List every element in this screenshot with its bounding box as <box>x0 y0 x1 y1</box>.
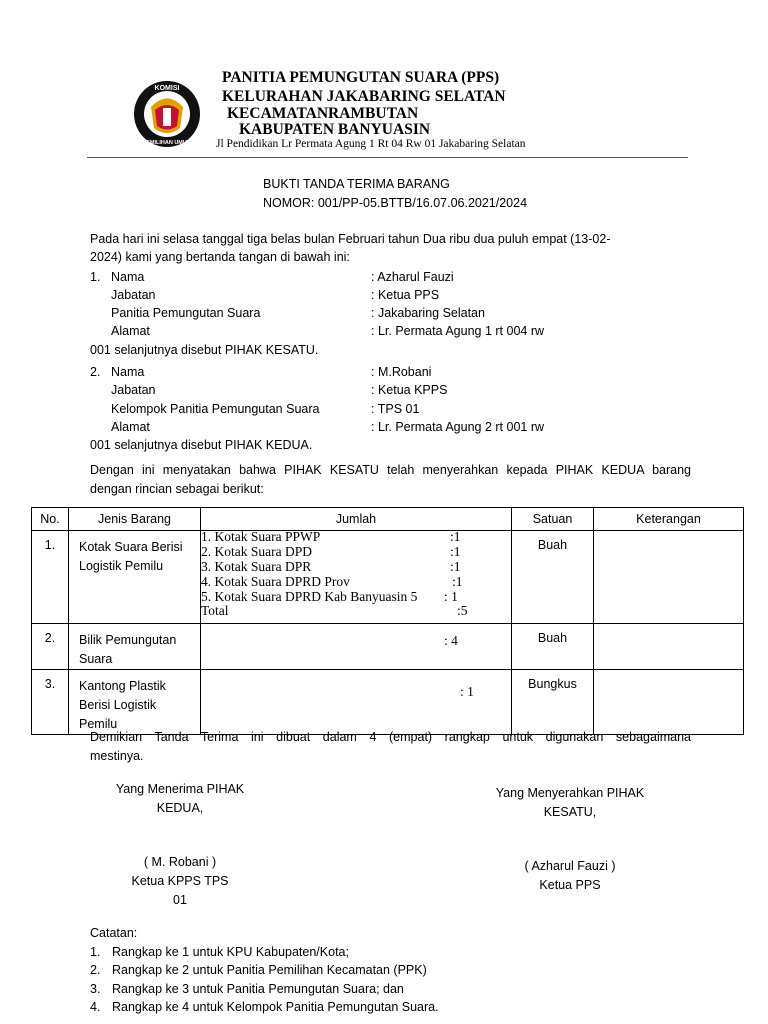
quantity-total-value: :5 <box>457 603 468 618</box>
note-number: 1. <box>90 945 101 959</box>
party-1-label: Alamat <box>111 324 150 338</box>
items-table <box>31 507 744 735</box>
party-1-value: : Ketua PPS <box>371 288 440 302</box>
party-2-tail: 001 selanjutnya disebut PIHAK KEDUA. <box>90 438 313 452</box>
quantity-item-name: 2. Kotak Suara DPD <box>201 544 312 559</box>
party-1-label: Jabatan <box>111 288 156 302</box>
row-remarks <box>594 670 744 735</box>
quantity-item-value: :1 <box>450 559 461 574</box>
quantity-item-value: : 1 <box>444 589 458 604</box>
header-line-2: KELURAHAN JAKABARING SELATAN <box>222 88 506 105</box>
item-name-line: Kantong Plastik <box>79 679 166 693</box>
quantity-item-name: 3. Kotak Suara DPR <box>201 559 312 574</box>
party-2-value: : M.Robani <box>371 365 432 379</box>
party-1-value: : Jakabaring Selatan <box>371 306 485 320</box>
signature-left-name: ( M. Robani ) <box>143 855 217 869</box>
note-text: Rangkap ke 4 untuk Kelompok Panitia Pemungutan Suara. <box>112 1000 439 1014</box>
party-1-value: : Lr. Permata Agung 1 rt 004 rw <box>371 324 545 338</box>
note-number: 2. <box>90 963 101 977</box>
row-unit: Buah <box>512 531 594 624</box>
note-number: 4. <box>90 1000 101 1014</box>
note-number: 3. <box>90 982 101 996</box>
party-1-number: 1. <box>90 270 101 284</box>
table-row <box>32 670 744 735</box>
party-2-label: Nama <box>111 365 145 379</box>
signature-right-role: Yang Menyerahkan PIHAK <box>495 786 645 800</box>
table-row <box>32 624 744 670</box>
table-header-row <box>32 508 744 531</box>
quantity-item-name: 5. Kotak Suara DPRD Kab Banyuasin 5 <box>201 589 418 604</box>
col-header-satuan: Satuan <box>512 508 594 531</box>
party-1-label: Nama <box>111 270 145 284</box>
signature-right-title: Ketua PPS <box>539 878 601 892</box>
signature-left-title: Ketua KPPS TPS <box>131 874 229 888</box>
item-name-line: Kotak Suara Berisi <box>79 540 183 554</box>
signature-right-role-2: KESATU, <box>543 805 597 819</box>
row-remarks <box>594 531 744 624</box>
quantity-item-value: :1 <box>450 529 461 544</box>
row-item-name <box>69 624 201 670</box>
doc-title: BUKTI TANDA TERIMA BARANG <box>263 177 450 191</box>
row-number: 3. <box>32 670 69 735</box>
logo-text-top: KOMISI <box>154 85 180 92</box>
signature-left-role: Yang Menerima PIHAK <box>115 782 245 796</box>
note-text: Rangkap ke 1 untuk KPU Kabupaten/Kota; <box>112 945 349 959</box>
party-2-value: : Ketua KPPS <box>371 383 448 397</box>
item-name-line: Bilik Pemungutan <box>79 633 177 647</box>
quantity-item-value: :1 <box>452 574 463 589</box>
party-1-tail: 001 selanjutnya disebut PIHAK KESATU. <box>90 343 319 357</box>
col-header-jumlah: Jumlah <box>201 508 512 531</box>
party-2-number: 2. <box>90 365 101 379</box>
row-quantity <box>201 670 512 735</box>
quantity-item-name: 1. Kotak Suara PPWP <box>201 529 321 544</box>
quantity-item-value: :1 <box>450 544 461 559</box>
row-item-name <box>69 670 201 735</box>
party-1-label: Panitia Pemungutan Suara <box>111 306 261 320</box>
row-number: 1. <box>32 531 69 624</box>
col-header-jenis: Jenis Barang <box>69 508 201 531</box>
item-name-line: Suara <box>79 652 113 666</box>
closing-line-2: mestinya. <box>90 749 144 763</box>
statement-line-1: Dengan ini menyatakan bahwa PIHAK KESATU telah menyerahkan kepada PIHAK KEDUA barang <box>90 463 691 477</box>
quantity-value: : 1 <box>460 684 474 699</box>
table-row <box>32 531 744 624</box>
row-item-name <box>69 531 201 624</box>
row-unit: Buah <box>512 624 594 670</box>
row-quantity-list <box>201 531 512 624</box>
intro-line-2: 2024) kami yang bertanda tangan di bawah ini: <box>90 250 350 264</box>
row-remarks <box>594 624 744 670</box>
notes-heading: Catatan: <box>90 926 138 940</box>
item-name-line: Logistik Pemilu <box>79 559 164 573</box>
note-text: Rangkap ke 3 untuk Panitia Pemungutan Suara; dan <box>112 982 404 996</box>
party-2-value: : TPS 01 <box>371 402 420 416</box>
party-2-label: Kelompok Panitia Pemungutan Suara <box>111 402 320 416</box>
intro-line-1: Pada hari ini selasa tanggal tiga belas bulan Februari tahun Dua ribu dua puluh empat (13-02- <box>90 232 611 246</box>
kpu-logo <box>133 80 201 148</box>
header-divider <box>87 157 688 158</box>
header-address: Jl Pendidikan Lr Permata Agung 1 Rt 04 Rw 01 Jakabaring Selatan <box>216 138 526 150</box>
signature-left-title-2: 01 <box>173 893 187 907</box>
party-2-value: : Lr. Permata Agung 2 rt 001 rw <box>371 420 545 434</box>
logo-text-bottom: PEMILIHAN UMUM <box>142 140 192 146</box>
col-header-keterangan: Keterangan <box>594 508 744 531</box>
closing-line-1: Demikian Tanda Terima ini dibuat dalam 4 (empat) rangkap untuk digunakan sebagaimana <box>90 730 691 744</box>
quantity-value: : 4 <box>444 633 458 648</box>
signature-right-name: ( Azharul Fauzi ) <box>524 859 616 873</box>
quantity-item-name: 4. Kotak Suara DPRD Prov <box>201 574 350 589</box>
party-2-label: Alamat <box>111 420 150 434</box>
item-name-line: Berisi Logistik <box>79 698 157 712</box>
statement-line-2: dengan rincian sebagai berikut: <box>90 482 264 496</box>
signature-left-role-2: KEDUA, <box>156 801 204 815</box>
row-unit: Bungkus <box>512 670 594 735</box>
item-name-line: Pemilu <box>79 717 118 731</box>
note-text: Rangkap ke 2 untuk Panitia Pemilihan Kecamatan (PPK) <box>112 963 427 977</box>
doc-number: NOMOR: 001/PP-05.BTTB/16.07.06.2021/2024 <box>263 196 528 210</box>
row-number: 2. <box>32 624 69 670</box>
row-quantity <box>201 624 512 670</box>
header-line-3: KECAMATANRAMBUTAN <box>227 105 419 122</box>
header-line-4: KABUPATEN BANYUASIN <box>239 121 431 138</box>
col-header-no: No. <box>32 508 69 531</box>
party-1-value: : Azharul Fauzi <box>371 270 454 284</box>
quantity-total-label: Total <box>201 603 229 618</box>
party-2-label: Jabatan <box>111 383 156 397</box>
header-line-1: PANITIA PEMUNGUTAN SUARA (PPS) <box>222 69 500 86</box>
